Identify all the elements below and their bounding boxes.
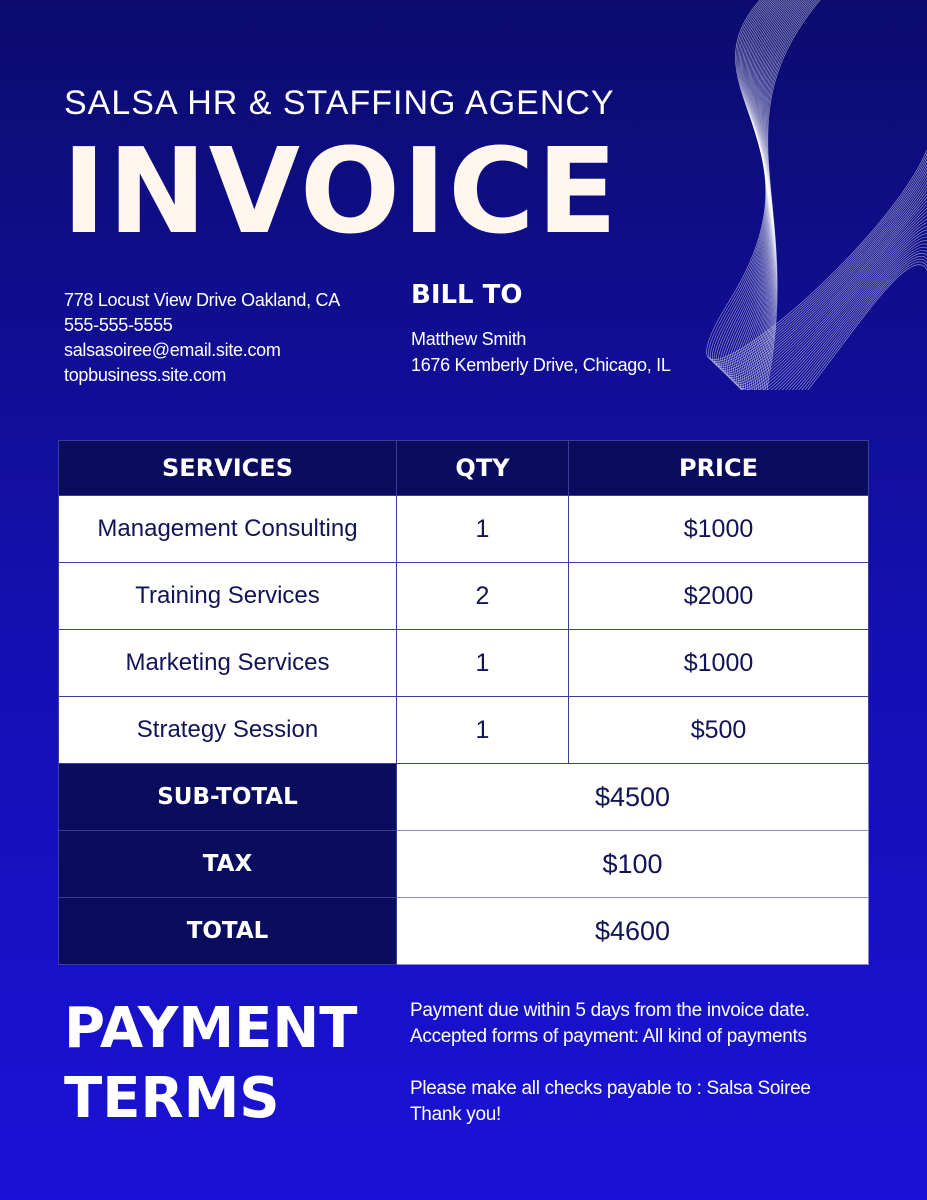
service-cell: Training Services <box>59 563 397 630</box>
tax-row <box>59 831 869 898</box>
tax-label: TAX <box>59 831 397 898</box>
table-row <box>59 563 869 630</box>
subtotal-value: $4500 <box>397 764 869 831</box>
table-row <box>59 630 869 697</box>
qty-cell: 1 <box>397 697 569 764</box>
wave-line <box>736 0 927 389</box>
column-header-qty: QTY <box>397 441 569 496</box>
bill-to-block <box>411 326 671 378</box>
accepted-payment-line: Accepted forms of payment: All kind of payments <box>410 1026 807 1047</box>
company-contact <box>64 288 340 388</box>
qty-cell: 1 <box>397 630 569 697</box>
subtotal-row <box>59 764 869 831</box>
invoice-title: INVOICE <box>62 122 620 260</box>
table-row <box>59 697 869 764</box>
qty-cell: 1 <box>397 496 569 563</box>
payment-due-line: Payment due within 5 days from the invoice date. <box>410 1000 810 1021</box>
client-address: 1676 Kemberly Drive, Chicago, IL <box>411 355 671 375</box>
bill-to-heading: BILL TO <box>411 280 523 310</box>
column-header-services: SERVICES <box>59 441 397 496</box>
price-cell: $1000 <box>569 496 869 563</box>
company-phone: 555-555-5555 <box>64 315 173 335</box>
wave-line <box>724 0 927 376</box>
table-header-row <box>59 441 869 496</box>
wave-line <box>760 0 927 390</box>
total-row <box>59 898 869 965</box>
subtotal-label: SUB-TOTAL <box>59 764 397 831</box>
payment-terms-heading <box>64 994 357 1134</box>
client-name: Matthew Smith <box>411 329 527 349</box>
company-address: 778 Locust View Drive Oakland, CA <box>64 290 340 310</box>
wave-line <box>710 0 927 363</box>
total-value: $4600 <box>397 898 869 965</box>
payment-terms-text <box>410 998 811 1128</box>
table-row <box>59 496 869 563</box>
wave-line <box>725 0 927 378</box>
service-cell: Strategy Session <box>59 697 397 764</box>
decorative-wave-lines <box>660 0 927 390</box>
checks-payable-line: Please make all checks payable to : Salsa Soiree <box>410 1078 811 1099</box>
invoice-table <box>58 440 869 965</box>
company-website: topbusiness.site.com <box>64 365 227 385</box>
wave-line <box>761 0 927 390</box>
company-name: SALSA HR & STAFFING AGENCY <box>64 84 615 122</box>
total-label: TOTAL <box>59 898 397 965</box>
wave-line <box>720 0 927 372</box>
qty-cell: 2 <box>397 563 569 630</box>
price-cell: $2000 <box>569 563 869 630</box>
tax-value: $100 <box>397 831 869 898</box>
column-header-price: PRICE <box>569 441 869 496</box>
service-cell: Marketing Services <box>59 630 397 697</box>
payment-terms-heading-line1: PAYMENT <box>64 996 358 1061</box>
price-cell: $1000 <box>569 630 869 697</box>
service-cell: Management Consulting <box>59 496 397 563</box>
thank-you-line: Thank you! <box>410 1104 501 1125</box>
wave-line <box>712 0 927 365</box>
price-cell: $500 <box>569 697 869 764</box>
company-email: salsasoiree@email.site.com <box>64 340 281 360</box>
payment-terms-heading-line2: TERMS <box>64 1066 280 1131</box>
wave-line <box>708 0 927 361</box>
wave-line <box>722 0 927 374</box>
